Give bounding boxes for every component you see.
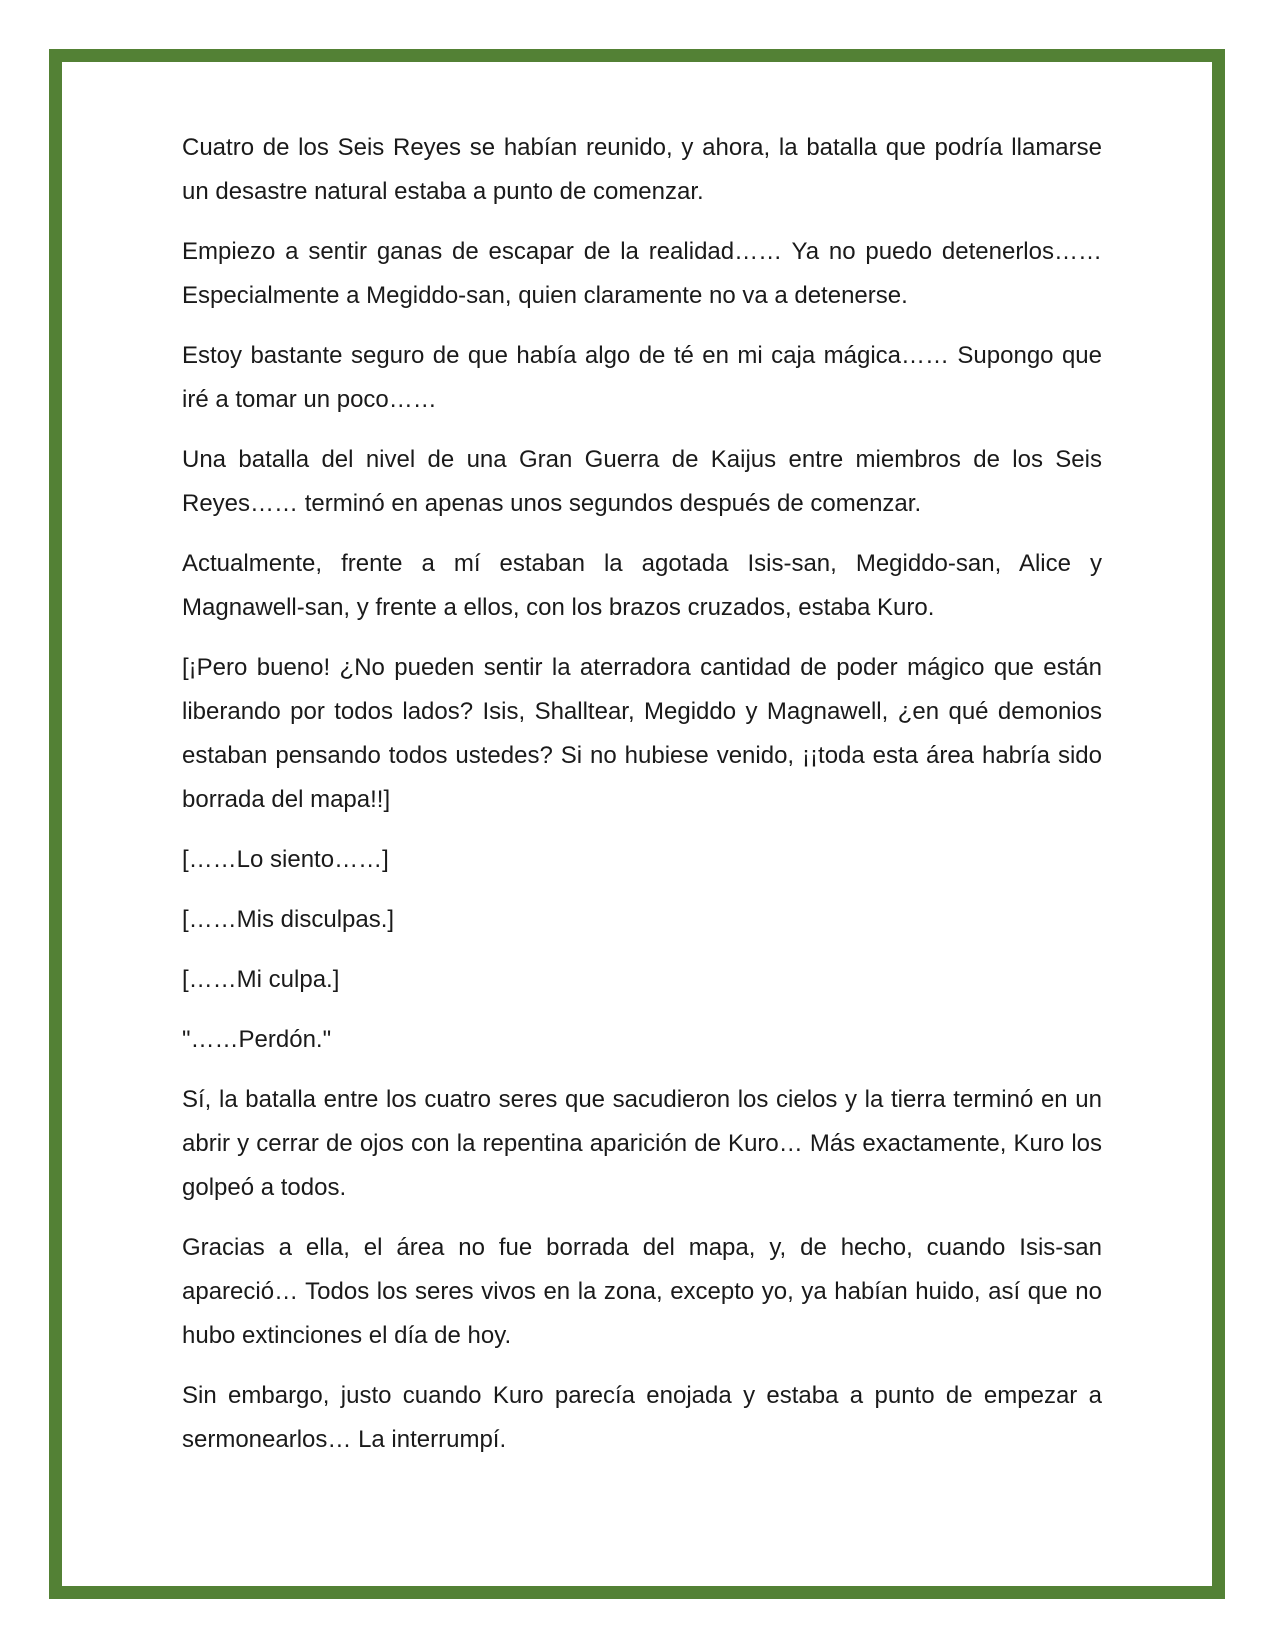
page-border-frame — [49, 49, 1225, 1599]
dialogue-line: [……Mi culpa.] — [182, 966, 340, 993]
paragraph: Estoy bastante seguro de que había algo de té en mi caja mágica…… Supongo que iré a tomar un poco…… — [182, 342, 1102, 413]
paragraph: Actualmente, frente a mí estaban la agotada Isis-san, Megiddo-san, Alice y Magnawell-san, y frente a ellos, con los brazos cruzados, estaba Kuro. — [182, 550, 1102, 621]
dialogue-line: [……Lo siento……] — [182, 846, 389, 873]
paragraph: Gracias a ella, el área no fue borrada del mapa, y, de hecho, cuando Isis-san apareció… Todos los seres vivos en la zona, excepto yo, ya habían huido, así que no hubo extinciones el día de hoy. — [182, 1234, 1102, 1349]
dialogue-line: "……Perdón." — [182, 1026, 332, 1053]
paragraph: Empiezo a sentir ganas de escapar de la realidad…… Ya no puedo detenerlos…… Especialmente a Megiddo-san, quien claramente no va a detenerse. — [182, 238, 1102, 309]
paragraph: Una batalla del nivel de una Gran Guerra de Kaijus entre miembros de los Seis Reyes…… terminó en apenas unos segundos después de comenzar. — [182, 446, 1102, 517]
paragraph: [¡Pero bueno! ¿No pueden sentir la aterradora cantidad de poder mágico que están liberando por todos lados? Isis, Shalltear, Megiddo y Magnawell, ¿en qué demonios estaban pensando todos ustedes? Si no hubiese venido, ¡¡toda esta área habría sido borrada del mapa!!] — [182, 654, 1102, 813]
paragraph: Sin embargo, justo cuando Kuro parecía enojada y estaba a punto de empezar a sermonearlos… La interrumpí. — [182, 1382, 1102, 1453]
paragraph: Sí, la batalla entre los cuatro seres que sacudieron los cielos y la tierra terminó en un abrir y cerrar de ojos con la repentina aparición de Kuro… Más exactamente, Kuro los golpeó a todos. — [182, 1086, 1102, 1201]
dialogue-line: [……Mis disculpas.] — [182, 906, 395, 933]
document-body — [182, 126, 1102, 1478]
paragraph: Cuatro de los Seis Reyes se habían reunido, y ahora, la batalla que podría llamarse un desastre natural estaba a punto de comenzar. — [182, 134, 1102, 205]
